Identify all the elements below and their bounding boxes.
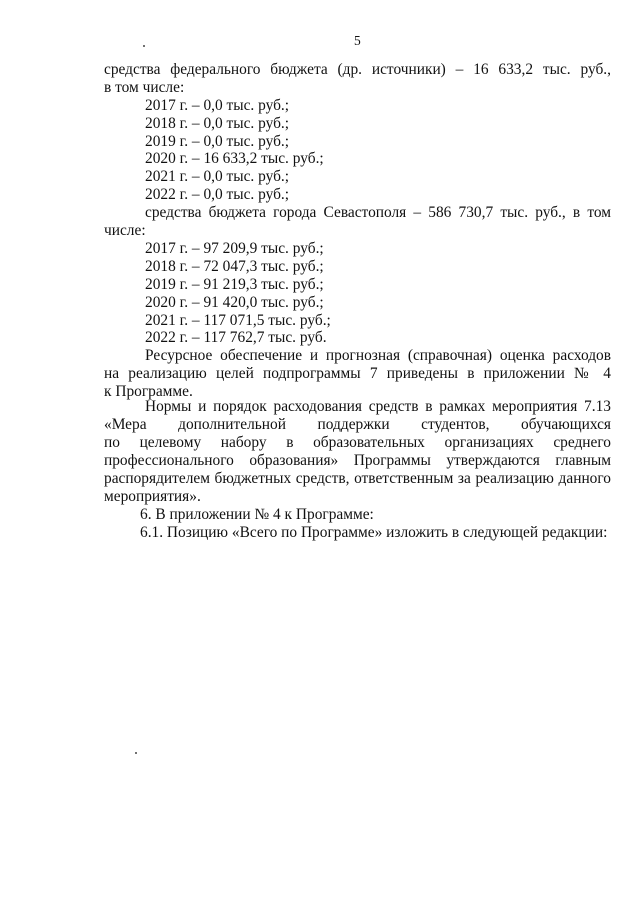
city-2022: 2022 г. – 117 762,7 тыс. руб. [145, 329, 327, 346]
federal-2020: 2020 г. – 16 633,2 тыс. руб.; [145, 150, 324, 167]
page-number: 5 [354, 33, 361, 48]
city-including-line: числе: [104, 222, 146, 239]
city-2020: 2020 г. – 91 420,0 тыс. руб.; [145, 294, 324, 311]
norms-para-line-2: «Мера дополнительной поддержки студентов, обучающихся [104, 416, 611, 433]
norms-para-line-6: мероприятия». [104, 488, 201, 505]
resource-para-line-2: на реализацию целей подпрограммы 7 приведены в приложении № 4 [104, 365, 611, 382]
city-2021: 2021 г. – 117 071,5 тыс. руб.; [145, 312, 331, 329]
norms-para-line-4: профессионального образования» Программы утверждаются главным [104, 452, 611, 469]
scan-speck [135, 752, 137, 754]
federal-2019: 2019 г. – 0,0 тыс. руб.; [145, 133, 290, 150]
item-6-1-heading: 6.1. Позицию «Всего по Программе» изложить в следующей редакции: [140, 524, 608, 541]
city-2018: 2018 г. – 72 047,3 тыс. руб.; [145, 258, 324, 275]
federal-2022: 2022 г. – 0,0 тыс. руб.; [145, 186, 290, 203]
norms-para-line-3: по целевому набору в образовательных организациях среднего [104, 434, 611, 451]
resource-para-line-3: к Программе. [104, 383, 193, 400]
city-2019: 2019 г. – 91 219,3 тыс. руб.; [145, 276, 324, 293]
city-2017: 2017 г. – 97 209,9 тыс. руб.; [145, 240, 324, 257]
resource-para-line-1: Ресурсное обеспечение и прогнозная (справочная) оценка расходов [145, 347, 611, 364]
norms-para-line-5: распорядителем бюджетных средств, ответственным за реализацию данного [104, 470, 611, 487]
federal-2017: 2017 г. – 0,0 тыс. руб.; [145, 97, 290, 114]
city-budget-line: средства бюджета города Севастополя – 586 730,7 тыс. руб., в том [145, 204, 611, 221]
scan-speck [143, 45, 145, 47]
norms-para-line-1: Нормы и порядок расходования средств в рамках мероприятия 7.13 [145, 398, 611, 415]
federal-budget-line: средства федерального бюджета (др. источники) – 16 633,2 тыс. руб., [104, 61, 611, 78]
federal-2021: 2021 г. – 0,0 тыс. руб.; [145, 168, 290, 185]
item-6-heading: 6. В приложении № 4 к Программе: [140, 506, 374, 523]
federal-2018: 2018 г. – 0,0 тыс. руб.; [145, 115, 290, 132]
including-line: в том числе: [104, 79, 185, 96]
